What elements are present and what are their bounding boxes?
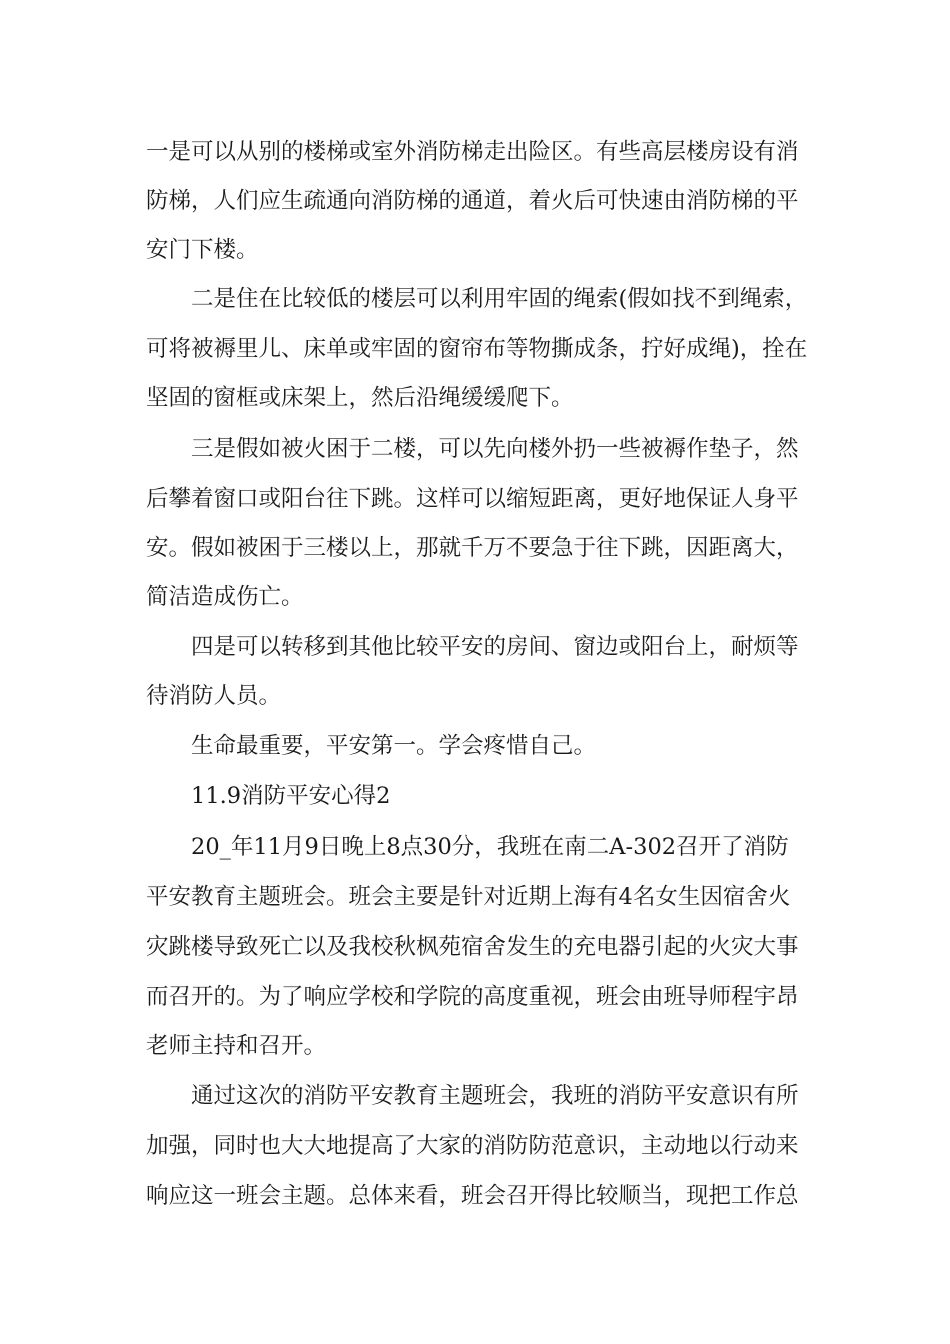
- paragraph-line: 安门下楼。: [146, 237, 259, 263]
- paragraph-line: 坚固的窗框或床架上，然后沿绳缓缓爬下。: [146, 385, 574, 411]
- paragraph-line: 二是住在比较低的楼层可以利用牢固的绳索(假如找不到绳索，: [191, 286, 808, 312]
- paragraph-line: 防梯，人们应生疏通向消防梯的通道，着火后可快速由消防梯的平: [146, 188, 799, 214]
- paragraph-line: 生命最重要，平安第一。学会疼惜自己。: [191, 733, 597, 759]
- paragraph-line: 可将被褥里儿、床单或牢固的窗帘布等物撕成条，拧好成绳)，拴在: [146, 336, 808, 362]
- paragraph-line: 灾跳楼导致死亡以及我校秋枫苑宿舍发生的充电器引起的火灾大事: [146, 934, 799, 960]
- paragraph-line: 20_年11月9日晚上8点30分，我班在南二A-302召开了消防: [191, 834, 789, 860]
- paragraph-line: 简洁造成伤亡。: [146, 584, 304, 610]
- paragraph-line: 一是可以从别的楼梯或室外消防梯走出险区。有些高层楼房设有消: [146, 139, 799, 165]
- paragraph-line: 加强，同时也大大地提高了大家的消防防范意识，主动地以行动来: [146, 1133, 799, 1159]
- paragraph-line: 安。假如被困于三楼以上，那就千万不要急于往下跳，因距离大，: [146, 535, 799, 561]
- paragraph-line: 响应这一班会主题。总体来看，班会召开得比较顺当，现把工作总: [146, 1183, 799, 1209]
- section-heading: 11.9消防平安心得2: [191, 783, 391, 809]
- paragraph-line: 待消防人员。: [146, 683, 282, 709]
- paragraph-line: 通过这次的消防平安教育主题班会，我班的消防平安意识有所: [191, 1083, 799, 1109]
- paragraph-line: 平安教育主题班会。班会主要是针对近期上海有4名女生因宿舍火: [146, 884, 791, 910]
- paragraph-line: 后攀着窗口或阳台往下跳。这样可以缩短距离，更好地保证人身平: [146, 486, 799, 512]
- paragraph-line: 老师主持和召开。: [146, 1033, 327, 1059]
- paragraph-line: 三是假如被火困于二楼，可以先向楼外扔一些被褥作垫子，然: [191, 436, 799, 462]
- paragraph-line: 四是可以转移到其他比较平安的房间、窗边或阳台上，耐烦等: [191, 634, 799, 660]
- paragraph-line: 而召开的。为了响应学校和学院的高度重视，班会由班导师程宇昂: [146, 984, 799, 1010]
